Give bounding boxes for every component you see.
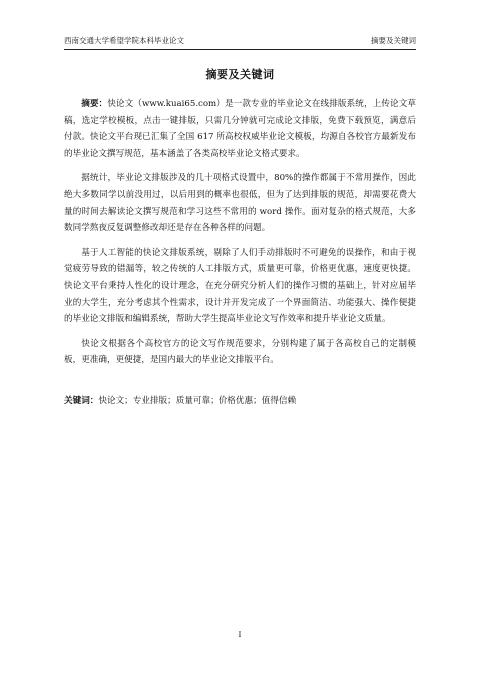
header-school: 西南交通大学希望学院本科毕业论文 <box>64 36 184 45</box>
abstract-paragraph <box>64 96 416 162</box>
body-paragraph-2: 基于人工智能的快论文排版系统，剔除了人们手动排版时不可避免的误操作，和由于视觉疲劳导致的错漏等，较之传统的人工排版方式，质量更可靠，价格更优惠，速度更快捷。快论文平台秉持人性化的设计理念，在充分研究分析人们的操作习惯的基础上，针对应届毕业的大学生，充分考虑其个性需求，设计并开发完成了一个界面简洁、功能强大、操作便捷的毕业论文排版和编辑系统，帮助大学生提高毕业论文写作效率和提升毕业论文质量。 <box>64 247 416 325</box>
page-header <box>64 36 416 50</box>
page-number: I <box>238 630 242 639</box>
keywords-label: 关键词： <box>64 395 99 406</box>
header-section: 摘要及关键词 <box>371 36 416 45</box>
body-paragraph-3: 快论文根据各个高校官方的论文写作规范要求，分别构建了属于各高校自己的定制模板，更准确，更便捷，是国内最大的毕业论文排版平台。 <box>64 338 416 366</box>
document-body <box>64 96 416 418</box>
abstract-text: 快论文（www.kuai65.com）是一款专业的毕业论文在线排版系统，上传论文草稿，选定学校模板，点击一键排版，只需几分钟就可完成论文排版，免费下载预览，满意后付款。快论文平台现已汇集了全国 617 所高校权威毕业论文模板，均源自各校官方最新发布的毕业论文撰写规范，基本涵盖了各类高校毕业论文格式要求。 <box>64 99 416 159</box>
page-title: 摘要及关键词 <box>205 68 275 81</box>
body-paragraph-1: 据统计，毕业论文排版涉及的几十项格式设置中，80%的操作都属于不常用操作，因此绝大多数同学以前没用过，以后用到的概率也很低，但为了达到排版的规范，却需要花费大量的时间去解读论文撰写规范和学习这些不常用的 word 操作。面对复杂的格式规范，大多数同学熬夜反复调整修改却还是存在各种各样的问题。 <box>64 173 416 234</box>
keywords-line <box>64 393 416 410</box>
abstract-label: 摘要： <box>81 99 108 109</box>
keywords-text: 快论文；专业排版；质量可靠；价格优惠；值得信赖 <box>98 395 297 406</box>
